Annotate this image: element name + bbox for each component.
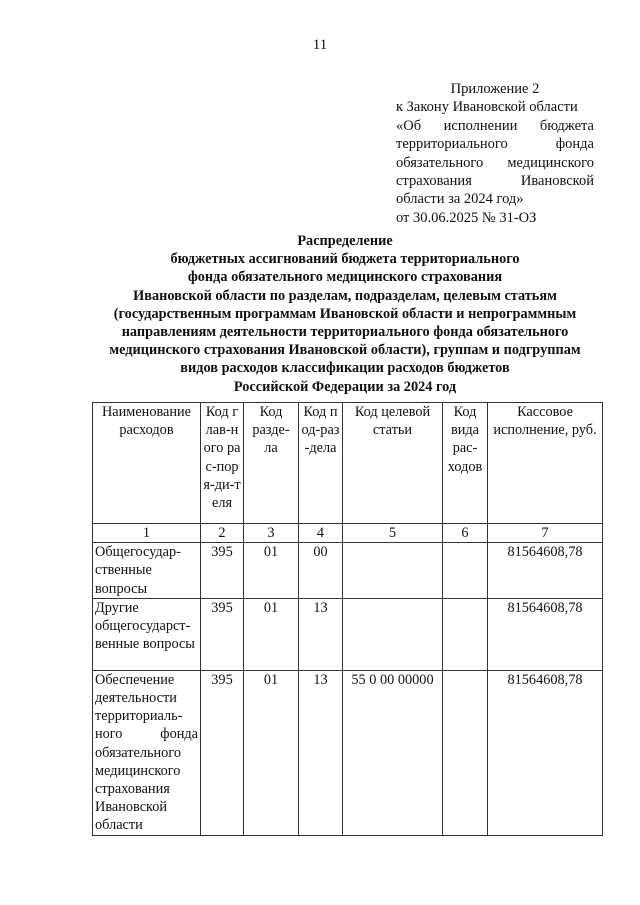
- header-grbs: Код глав-ного рас-поря-ди-теля: [201, 403, 244, 524]
- row-grbs: 395: [201, 598, 244, 670]
- appendix-line: территориального фонда: [396, 136, 594, 153]
- row-podrazdel: 13: [299, 598, 343, 670]
- row-razdel: 01: [244, 543, 299, 599]
- header-podrazdel: Код под-раз-дела: [299, 403, 343, 524]
- heading-line: Ивановской области по разделам, подразделам, целевым статьям: [133, 287, 557, 304]
- table-row: [93, 598, 603, 670]
- heading-line: Российской Федерации за 2024 год: [233, 378, 457, 395]
- heading-line: бюджетных ассигнований бюджета территориального: [170, 251, 520, 268]
- header-amount: Кассовое исполнение, руб.: [488, 403, 603, 524]
- row-vid: [443, 598, 488, 670]
- heading-line: направлениям деятельности территориального фонда обязательного: [121, 324, 569, 341]
- row-vid: [443, 543, 488, 599]
- appendix-title: Приложение 2: [450, 81, 540, 97]
- row-grbs: 395: [201, 543, 244, 599]
- row-amount: 81564608,78: [488, 670, 603, 835]
- header-razdel: Код разде-ла: [244, 403, 299, 524]
- col-num: 5: [343, 524, 443, 543]
- col-num: 6: [443, 524, 488, 543]
- table-header-row: [93, 403, 603, 524]
- col-num: 4: [299, 524, 343, 543]
- row-amount: 81564608,78: [488, 598, 603, 670]
- heading-line: видов расходов классификации расходов бюджетов: [180, 360, 510, 377]
- row-target: 55 0 00 00000: [343, 670, 443, 835]
- col-num: 3: [244, 524, 299, 543]
- row-razdel: 01: [244, 598, 299, 670]
- row-razdel: 01: [244, 670, 299, 835]
- col-num: 1: [93, 524, 201, 543]
- header-target: Код целевой статьи: [343, 403, 443, 524]
- header-name: Наименование расходов: [93, 403, 201, 524]
- heading-line: (государственным программам Ивановской области и непрограммным: [113, 305, 577, 322]
- appendix-line: области за 2024 год»: [396, 191, 524, 208]
- col-num: 7: [488, 524, 603, 543]
- row-podrazdel: 00: [299, 543, 343, 599]
- row-name: Обеспечение деятельности территориаль-ного фонда обязательного медицинского страхования Ивановской области: [93, 670, 201, 835]
- appendix-line: «Об исполнении бюджета: [396, 117, 594, 134]
- row-podrazdel: 13: [299, 670, 343, 835]
- appendix-line: страхования Ивановской: [396, 173, 594, 190]
- budget-table: [92, 402, 603, 836]
- heading-line: Распределение: [297, 233, 393, 249]
- row-target: [343, 543, 443, 599]
- col-num: 2: [201, 524, 244, 543]
- page-number: 11: [312, 37, 328, 53]
- table-row: [93, 543, 603, 599]
- appendix-line: к Закону Ивановской области: [396, 99, 578, 116]
- column-number-row: [93, 524, 603, 543]
- row-name: Общегосудар-ственные вопросы: [93, 543, 201, 599]
- appendix-block: [396, 80, 594, 227]
- row-target: [343, 598, 443, 670]
- row-vid: [443, 670, 488, 835]
- appendix-line: обязательного медицинского: [396, 154, 594, 171]
- heading-line: медицинского страхования Ивановской области), группам и подгруппам: [109, 342, 581, 359]
- document-heading: [80, 232, 610, 396]
- header-vid: Код вида рас-ходов: [443, 403, 488, 524]
- row-amount: 81564608,78: [488, 543, 603, 599]
- table-row: [93, 670, 603, 835]
- heading-line: фонда обязательного медицинского страхования: [187, 269, 503, 286]
- row-name: Другие общегосударст-венные вопросы: [93, 598, 201, 670]
- row-grbs: 395: [201, 670, 244, 835]
- appendix-line: от 30.06.2025 № 31-ОЗ: [396, 209, 537, 226]
